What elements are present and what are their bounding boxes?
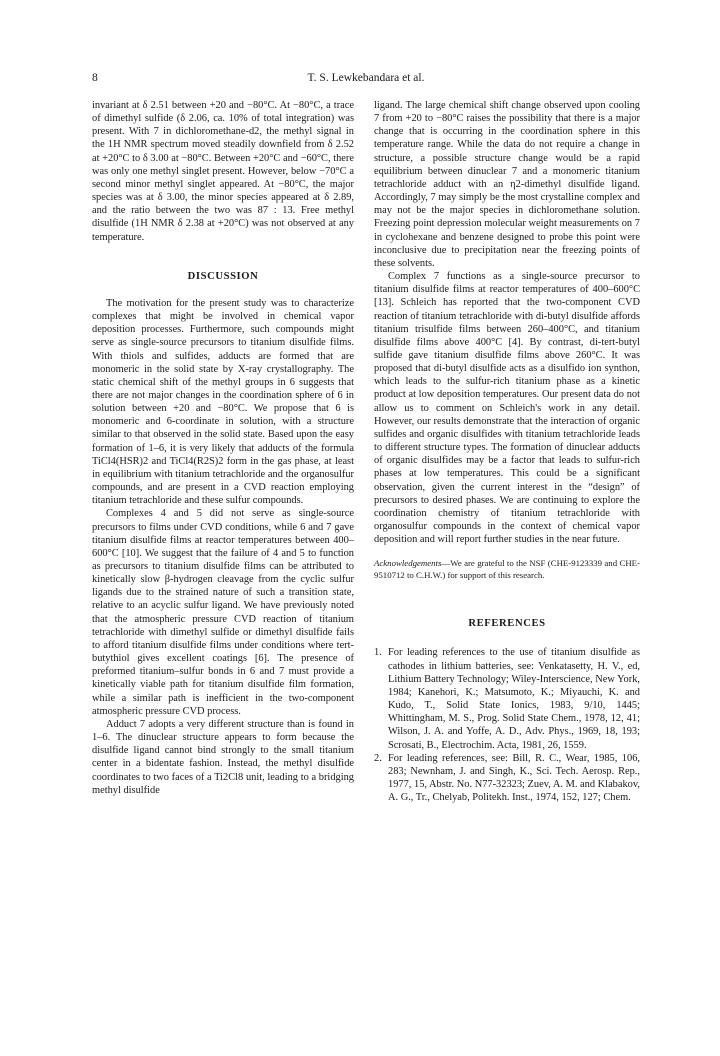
acknowledgements xyxy=(374,558,640,581)
page-header xyxy=(92,72,640,88)
section-heading-references: REFERENCES xyxy=(468,618,546,630)
running-head: T. S. Lewkebandara et al. xyxy=(307,72,425,84)
reference-item xyxy=(374,752,640,805)
reference-list xyxy=(374,646,640,804)
paragraph: ligand. The large chemical shift change observed upon cooling 7 from +20 to −80°C raises the possibility that there is a major change that is occurring in the coordination sphere in this temperature range. While the data do not require a change in structure, a possible structure change would be a rapid equilibrium between dinuclear 7 and a monomeric titanium tetrachloride adduct with an η2-dimethyl disulfide ligand. Accordingly, 7 may simply be the most crystalline complex and may not be the major species in dichloromethane solution. Freezing point depression molecular weight measurements on 7 in cyclohexane and benzene designed to probe this point were inconclusive due to precipitation near the freezing points of these solvents. xyxy=(374,100,640,269)
reference-text: For leading references, see: Bill, R. C., Wear, 1985, 106, 283; Newnham, J. and Singh, K., Sci. Tech. Aerosp. Rep., 1977, 15, Abstr. No. N77-32323; Zuev, A. M. and Klabakov, A. G., Tr., Chelyab, Politekh. Inst., 1974, 152, 127; Chem. xyxy=(388,752,640,804)
section-heading-discussion: DISCUSSION xyxy=(187,270,259,282)
acknowledgements-text: —We are grateful to the NSF (CHE-9123339 and CHE-9510712 to C.H.W.) for support of this research. xyxy=(374,558,640,580)
page-number: 8 xyxy=(92,72,98,84)
right-column xyxy=(374,99,640,804)
paragraph: Complexes 4 and 5 did not serve as single-source precursors to films under CVD conditions, while 6 and 7 gave titanium disulfide films at reactor temperatures between 400–600°C [10]. We suggest that the failure of 4 and 5 to function as precursors to titanium disulfide films can be attributed to kinetically slow β-hydrogen cleavage from the cyclic sulfur ligands due to the strained nature of such a transition state, relative to an acyclic sulfur ligand. We have previously noted that the atmospheric pressure CVD reaction of titanium tetrachloride with dimethyl sulfide or dimethyl disulfide fails to afford titanium disulfide films under conditions where tert-butythiol gives excellent coatings [6]. The presence of preformed titanium–sulfur bonds in 6 and 7 must provide a kinetically viable path for titanium disulfide film formation, while a similar path is inefficient in the two-component atmospheric pressure CVD process. xyxy=(92,508,354,717)
paragraph: invariant at δ 2.51 between +20 and −80°C. At −80°C, a trace of dimethyl sulfide (δ 2.06, ca. 10% of total integration) was present. With 7 in dichloromethane-d2, the methyl signal in the 1H NMR spectrum moved steadily downfield from δ 2.52 at +20°C to δ 3.00 at −80°C. Between +20°C and −60°C, there was only one methyl singlet present. However, below −70°C a second minor methyl singlet appeared. At −80°C, the major species was at δ 3.00, the minor species appeared at δ 2.89, and the ratio between the two was 87 : 13. Free methyl disulfide (1H NMR δ 2.38 at +20°C) was not observed at any temperature. xyxy=(92,100,354,243)
acknowledgements-label: Acknowledgements xyxy=(374,558,442,569)
reference-text: For leading references to the use of titanium disulfide as cathodes in lithium batteries, see: Venkatasetty, H. V., ed, Lithium Battery Technology; Wiley-Interscience, New York, 1984; Kanehori, K.; Matsumoto, K.; Miyauchi, K. and Kudo, T., Solid State Ionics, 1983, 9/10, 1445; Whittingham, M. S., Prog. Solid State Chem., 1978, 12, 41; Wilson, J. A. and Yoffe, A. D., Adv. Phys., 1969, 18, 193; Scrosati, B., Electrochim. Acta, 1981, 26, 1559. xyxy=(388,647,640,751)
reference-number: 2. xyxy=(374,752,382,764)
reference-item xyxy=(374,646,640,751)
reference-number: 1. xyxy=(374,647,382,659)
paragraph: Complex 7 functions as a single-source precursor to titanium disulfide films at reactor temperatures of 400–600°C [13]. Schleich has reported that the two-component CVD reaction of titanium tetrachloride with di-butyl disulfide affords titanium trisulfide films between 260–400°C, and titanium disulfide films above 400°C [4]. By contrast, di-tert-butyl sulfide gave titanium disulfide films above 260°C. It was proposed that di-butyl disulfide acts as a disulfido ion synthon, which leads to the sulfur-rich titanium phase as a kinetic product at low deposition temperatures. Our present data do not allow us to comment on Schleich's work in any detail. However, our results demonstrate that the interaction of organic sulfides and organic disulfides with titanium tetrachloride leads to different structure types. The formation of dinuclear adducts of organic disulfides may be a factor that leads to sulfur-rich phases at low temperatures. This could be a significant observation, given the current interest in the “design” of precursors to desired phases. We are continuing to explore the coordination chemistry of titanium tetrachloride with organosulfur compounds in the context of chemical vapor deposition and will report further studies in the near future. xyxy=(374,271,640,546)
left-column xyxy=(92,99,354,797)
paragraph: The motivation for the present study was to characterize complexes that might be involved in chemical vapor deposition processes. Furthermore, such compounds might serve as single-source precursors to titanium disulfide films. With thiols and sulfides, adducts are formed that are monomeric in the solid state by X-ray crystallography. The static chemical shift of the methyl groups in 6 suggests that there are not major changes in the coordination sphere of 6 in solution between +20 and −80°C. We propose that 6 is monomeric and 6-coordinate in solution, with a structure similar to that observed in the solid state. Based upon the easy formation of 1–6, it is very likely that adducts of the formula TiCl4(HSR)2 and TiCl4(R2S)2 form in the gas phase, at least in equilibrium with titanium tetrachloride and the organosulfur compounds, and are present in a CVD reaction employing titanium tetrachloride and these sulfur compounds. xyxy=(92,297,354,507)
paragraph: Adduct 7 adopts a very different structure than is found in 1–6. The dinuclear structure appears to form because the disulfide ligand cannot bind strongly to the small titanium center in a bidentate fashion. Instead, the methyl disulfide coordinates to two faces of a Ti2Cl8 unit, leading to a bridging methyl disulfide xyxy=(92,718,354,796)
